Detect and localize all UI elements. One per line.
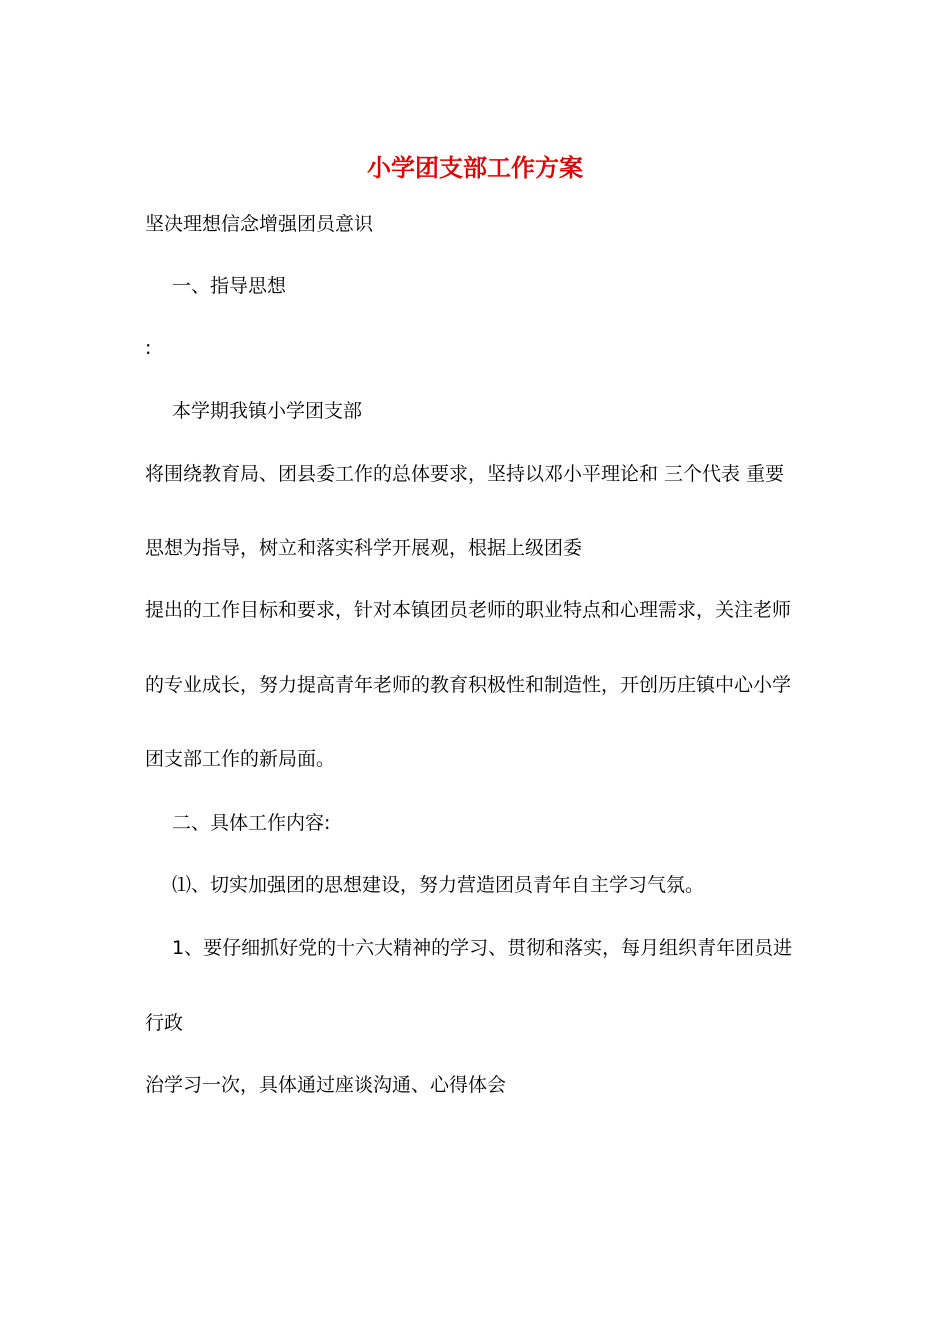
paragraph-line: 行政 (145, 1012, 184, 1034)
paragraph-line: 提出的工作目标和要求，针对本镇团员老师的职业特点和心理需求，关注老师 (145, 599, 792, 621)
paragraph-line: 团支部工作的新局面。 (145, 748, 336, 770)
paragraph-line: 思想为指导，树立和落实科学开展观，根据上级团委 (145, 537, 583, 559)
paragraph-line: 治学习一次，具体通过座谈沟通、心得体会 (145, 1074, 507, 1096)
document-title: 小学团支部工作方案 (367, 153, 583, 182)
paragraph-line: 将围绕教育局、团县委工作的总体要求，坚持以邓小平理论和 三个代表 重要 (145, 463, 785, 485)
section-heading-guiding-ideology: 一、指导思想 (172, 275, 287, 297)
document-subtitle: 坚决理想信念增强团员意识 (145, 213, 374, 235)
section-heading-work-content: 二、具体工作内容: (172, 812, 331, 834)
paragraph-line: : (145, 337, 152, 359)
list-item: 1、要仔细抓好党的十六大精神的学习、贯彻和落实，每月组织青年团员进 (172, 937, 793, 959)
subsection-heading: ⑴、切实加强团的思想建设，努力营造团员青年自主学习气氛。 (172, 874, 705, 896)
paragraph-line: 的专业成长，努力提高青年老师的教育积极性和制造性，开创历庄镇中心小学 (145, 674, 792, 696)
paragraph-line: 本学期我镇小学团支部 (172, 400, 363, 422)
